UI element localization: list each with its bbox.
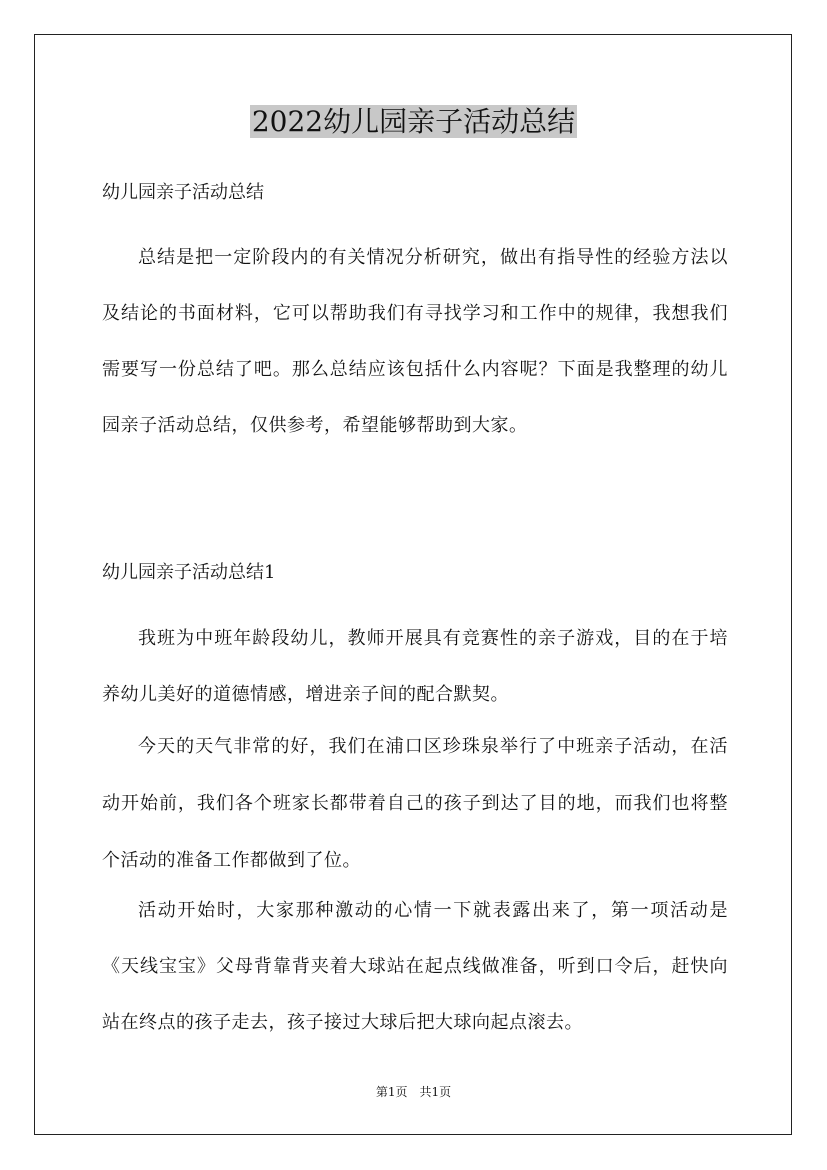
document-title-text: 2022幼儿园亲子活动总结 (251, 105, 576, 138)
section-heading-intro: 幼儿园亲子活动总结 (102, 182, 264, 203)
document-title (0, 102, 827, 142)
body-paragraph-2: 今天的天气非常的好，我们在浦口区珍珠泉举行了中班亲子活动，在活动开始前，我们各个班家长都带着自己的孩子到达了目的地，而我们也将整个活动的准备工作都做到了位。 (102, 736, 728, 871)
body-paragraph-1: 我班为中班年龄段幼儿，教师开展具有竞赛性的亲子游戏，目的在于培养幼儿美好的道德情感，增进亲子间的配合默契。 (102, 628, 728, 705)
body-paragraph-3: 活动开始时，大家那种激动的心情一下就表露出来了，第一项活动是《天线宝宝》父母背靠背夹着大球站在起点线做准备，听到口令后，赶快向站在终点的孩子走去，孩子接过大球后把大球向起点滚去。 (102, 900, 728, 1033)
page-footer: 第1页 共1页 (375, 1085, 452, 1099)
section-heading-1: 幼儿园亲子活动总结1 (102, 562, 276, 583)
intro-paragraph: 总结是把一定阶段内的有关情况分析研究，做出有指导性的经验方法以及结论的书面材料，它可以帮助我们有寻找学习和工作中的规律，我想我们需要写一份总结了吧。那么总结应该包括什么内容呢？下面是我整理的幼儿园亲子活动总结，仅供参考，希望能够帮助到大家。 (102, 247, 728, 436)
